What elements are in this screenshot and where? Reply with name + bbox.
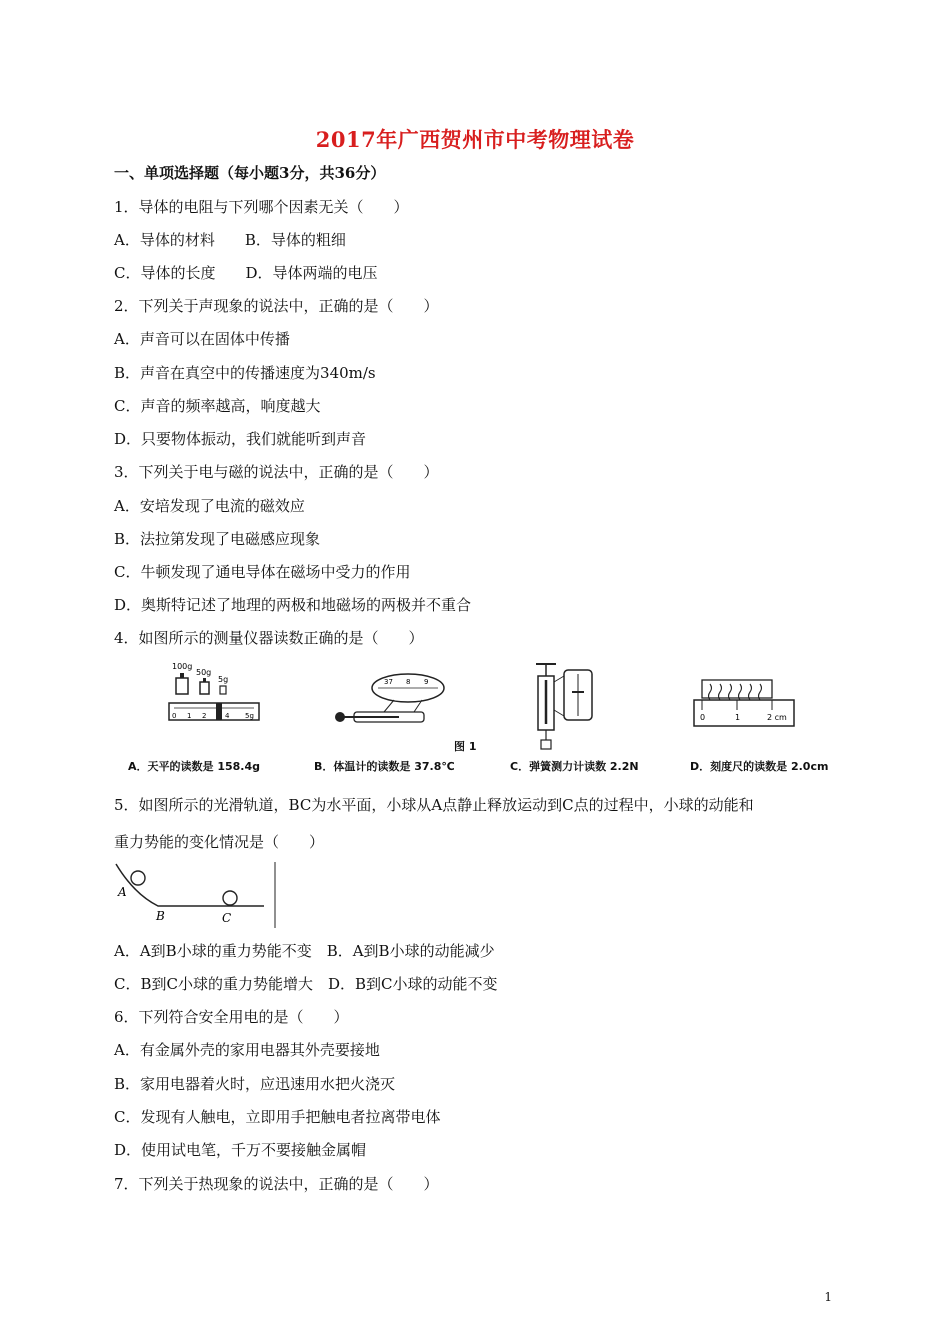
question-5-line2: 重力势能的变化情况是（ ）: [114, 833, 325, 851]
question-6: 6．下列符合安全用电的是（ ）: [114, 1008, 349, 1026]
q3-option-a: A．安培发现了电流的磁效应: [114, 497, 305, 515]
q2-option-d: D．只要物体振动，我们就能听到声音: [114, 430, 367, 448]
q2-option-a: A．声音可以在固体中传播: [114, 330, 290, 348]
weight-label-100g: 100g: [172, 662, 193, 671]
question-2: 2．下列关于声现象的说法中，正确的是（ ）: [114, 297, 439, 315]
svg-text:8: 8: [406, 678, 411, 686]
thermometer-figure: [335, 674, 444, 722]
svg-text:37: 37: [384, 678, 393, 686]
svg-text:2 cm: 2 cm: [767, 713, 787, 722]
q4-figure: [114, 660, 834, 778]
q3-option-b: B．法拉第发现了电磁感应现象: [114, 530, 321, 548]
weight-label-5g: 5g: [218, 675, 229, 684]
caption-a: A．天平的读数是 158.4g: [128, 760, 261, 773]
caption-b: B．体温计的读数是 37.8℃: [314, 760, 455, 773]
q2-option-c: C．声音的频率越高，响度越大: [114, 397, 321, 415]
q6-option-c: C．发现有人触电，立即用手把触电者拉离带电体: [114, 1108, 441, 1126]
question-1: 1．导体的电阻与下列哪个因素无关（ ）: [114, 198, 409, 216]
svg-text:9: 9: [424, 678, 429, 686]
svg-text:4: 4: [225, 712, 230, 720]
question-5-line1: 5．如图所示的光滑轨道，BC为水平面，小球从A点静止释放运动到C点的过程中，小球的动能和: [114, 796, 754, 814]
q3-option-d: D．奥斯特记述了地理的两极和地磁场的两极并不重合: [114, 596, 472, 614]
balance-figure: [169, 662, 259, 720]
spring-scale-figure: [536, 664, 592, 749]
q6-option-b: B．家用电器着火时，应迅速用水把火浇灭: [114, 1075, 396, 1093]
q1-options-cd: C．导体的长度 D．导体两端的电压: [114, 264, 378, 282]
svg-text:2: 2: [202, 712, 207, 720]
svg-text:1: 1: [735, 713, 741, 722]
q5-options-cd: C．B到C小球的重力势能增大 D．B到C小球的动能不变: [114, 975, 498, 993]
question-3: 3．下列关于电与磁的说法中，正确的是（ ）: [114, 463, 439, 481]
page-number: 1: [824, 1290, 832, 1304]
weight-label-50g: 50g: [196, 668, 212, 677]
track-diagram: [114, 862, 276, 928]
ruler-figure: [694, 680, 794, 726]
section-heading: 一、单项选择题（每小题3分，共36分）: [114, 164, 386, 182]
q6-option-d: D．使用试电笔，千万不要接触金属帽: [114, 1141, 367, 1159]
figure-label: 图 1: [454, 740, 477, 753]
q2-option-b: B．声音在真空中的传播速度为340m/s: [114, 364, 376, 382]
question-4: 4．如图所示的测量仪器读数正确的是（ ）: [114, 629, 424, 647]
q1-options-ab: A．导体的材料 B．导体的粗细: [114, 231, 346, 249]
point-b-label: B: [156, 909, 165, 923]
caption-d: D．刻度尺的读数是 2.0cm: [690, 760, 829, 773]
svg-text:1: 1: [187, 712, 192, 720]
question-7: 7．下列关于热现象的说法中，正确的是（ ）: [114, 1175, 439, 1193]
svg-text:0: 0: [172, 712, 177, 720]
q3-option-c: C．牛顿发现了通电导体在磁场中受力的作用: [114, 563, 411, 581]
point-c-label: C: [222, 911, 232, 925]
q6-option-a: A．有金属外壳的家用电器其外壳要接地: [114, 1041, 380, 1059]
svg-text:0: 0: [700, 713, 706, 722]
caption-c: C．弹簧测力计读数 2.2N: [510, 760, 639, 773]
q5-options-ab: A．A到B小球的重力势能不变 B．A到B小球的动能减少: [114, 942, 495, 960]
point-a-label: A: [118, 885, 127, 899]
q5-track-figure: [114, 862, 276, 928]
svg-text:5g: 5g: [245, 712, 254, 720]
page-title: 2017年广西贺州市中考物理试卷: [315, 127, 635, 152]
